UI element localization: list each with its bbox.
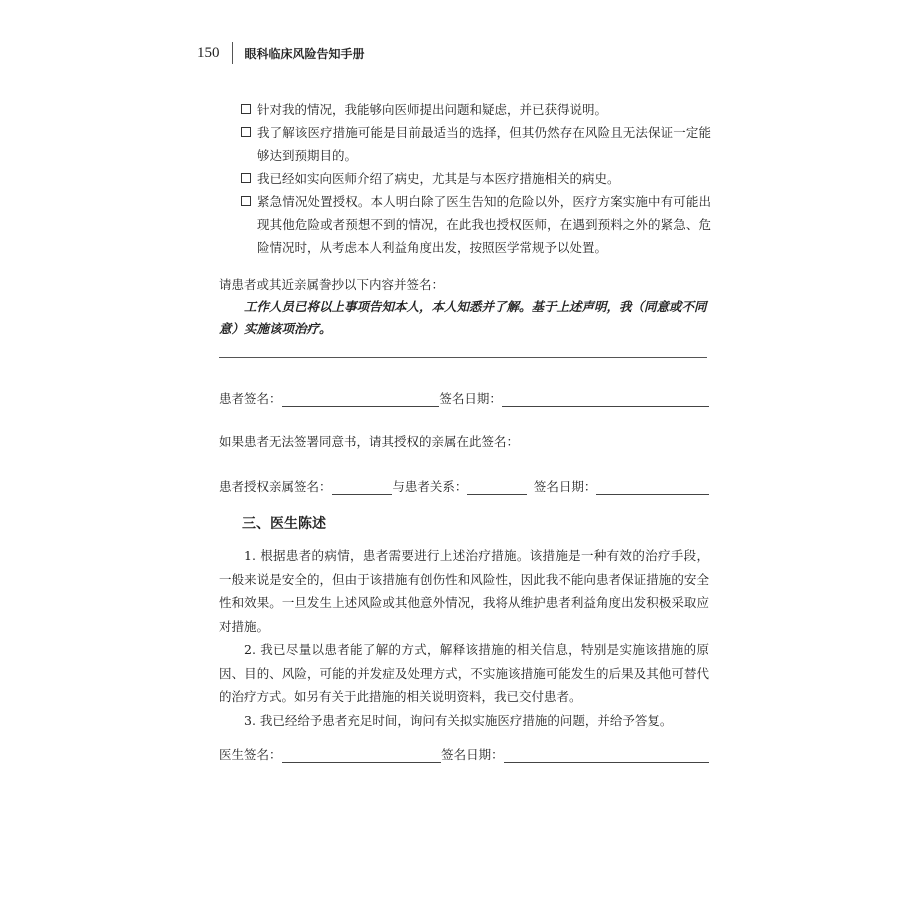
- doctor-paragraph: 1. 根据患者的病情，患者需要进行上述治疗措施。该措施是一种有效的治疗手段，一般来说是安全的，但由于该措施有创伤性和风险性，因此我不能向患者保证措施的安全性和效果。一旦发生上述风险或其他意外情况，我将从维护患者利益角度出发积极采取应对措施。: [219, 548, 709, 634]
- doctor-statement: [219, 544, 709, 732]
- relative-sign-date-label: 签名日期：: [533, 479, 597, 494]
- checkbox-icon[interactable]: [241, 127, 251, 137]
- relative-note: 如果患者无法签署同意书，请其授权的亲属在此签名：: [219, 434, 520, 449]
- patient-signature-label: 患者签名：: [219, 391, 282, 406]
- checklist-item: [241, 167, 711, 190]
- doctor-signature-row: [219, 745, 709, 763]
- checklist-item-text: 针对我的情况，我能够向医师提出问题和疑虑，并已获得说明。: [257, 102, 608, 117]
- relative-signature-row: [219, 477, 709, 495]
- doctor-paragraph: 2. 我已尽量以患者能了解的方式，解释该措施的相关信息，特别是实施该措施的原因、目的、风险，可能的并发症及处理方式，不实施该措施可能发生的后果及其他可替代的治疗方式。如另有关于此措施的相关说明资料，我已交付患者。: [219, 642, 709, 704]
- page-header: [197, 40, 365, 66]
- patient-signature-field[interactable]: [282, 392, 440, 407]
- doctor-signature-field[interactable]: [282, 748, 442, 763]
- relative-sign-date-field[interactable]: [596, 480, 709, 495]
- patient-signature-row: [219, 389, 709, 407]
- doctor-signature-label: 医生签名：: [219, 747, 282, 762]
- header-divider: [232, 42, 233, 64]
- checkbox-icon[interactable]: [241, 173, 251, 183]
- book-title: 眼科临床风险告知手册: [244, 46, 365, 61]
- copy-instruction: 请患者或其近亲属誊抄以下内容并签名：: [219, 277, 445, 292]
- relation-label: 与患者关系：: [392, 479, 468, 494]
- doctor-paragraph: 3. 我已经给予患者充足时间，询问有关拟实施医疗措施的问题，并给予答复。: [244, 712, 673, 728]
- copy-writing-line[interactable]: [219, 357, 707, 358]
- checklist-item-text: 我了解该医疗措施可能是目前最适当的选择，但其仍然存在风险且无法保证一定能够达到预期目的。: [257, 125, 711, 163]
- doctor-sign-date-field[interactable]: [504, 748, 709, 763]
- page-number: 150: [197, 44, 220, 61]
- patient-sign-date-label: 签名日期：: [439, 391, 502, 406]
- checklist-item: [241, 190, 711, 259]
- doctor-section-heading: 三、医生陈述: [242, 516, 326, 532]
- checkbox-icon[interactable]: [241, 104, 251, 114]
- relative-signature-label: 患者授权亲属签名：: [219, 479, 332, 494]
- patient-sign-date-field[interactable]: [502, 392, 709, 407]
- consent-checklist: [241, 98, 711, 259]
- checkbox-icon[interactable]: [241, 196, 251, 206]
- copy-statement: 工作人员已将以上事项告知本人，本人知悉并了解。基于上述声明，我（同意或不同意）实施该项治疗。: [219, 299, 707, 336]
- checklist-item: [241, 121, 711, 167]
- doctor-sign-date-label: 签名日期：: [441, 747, 504, 762]
- relative-signature-field[interactable]: [332, 480, 393, 495]
- checklist-item-text: 我已经如实向医师介绍了病史，尤其是与本医疗措施相关的病史。: [257, 171, 620, 186]
- checklist-item: [241, 98, 711, 121]
- relation-field[interactable]: [467, 480, 526, 495]
- checklist-item-text: 紧急情况处置授权。本人明白除了医生告知的危险以外，医疗方案实施中有可能出现其他危险或者预想不到的情况，在此我也授权医师，在遇到预料之外的紧急、危险情况时，从考虑本人利益角度出发，按照医学常规予以处置。: [257, 194, 711, 255]
